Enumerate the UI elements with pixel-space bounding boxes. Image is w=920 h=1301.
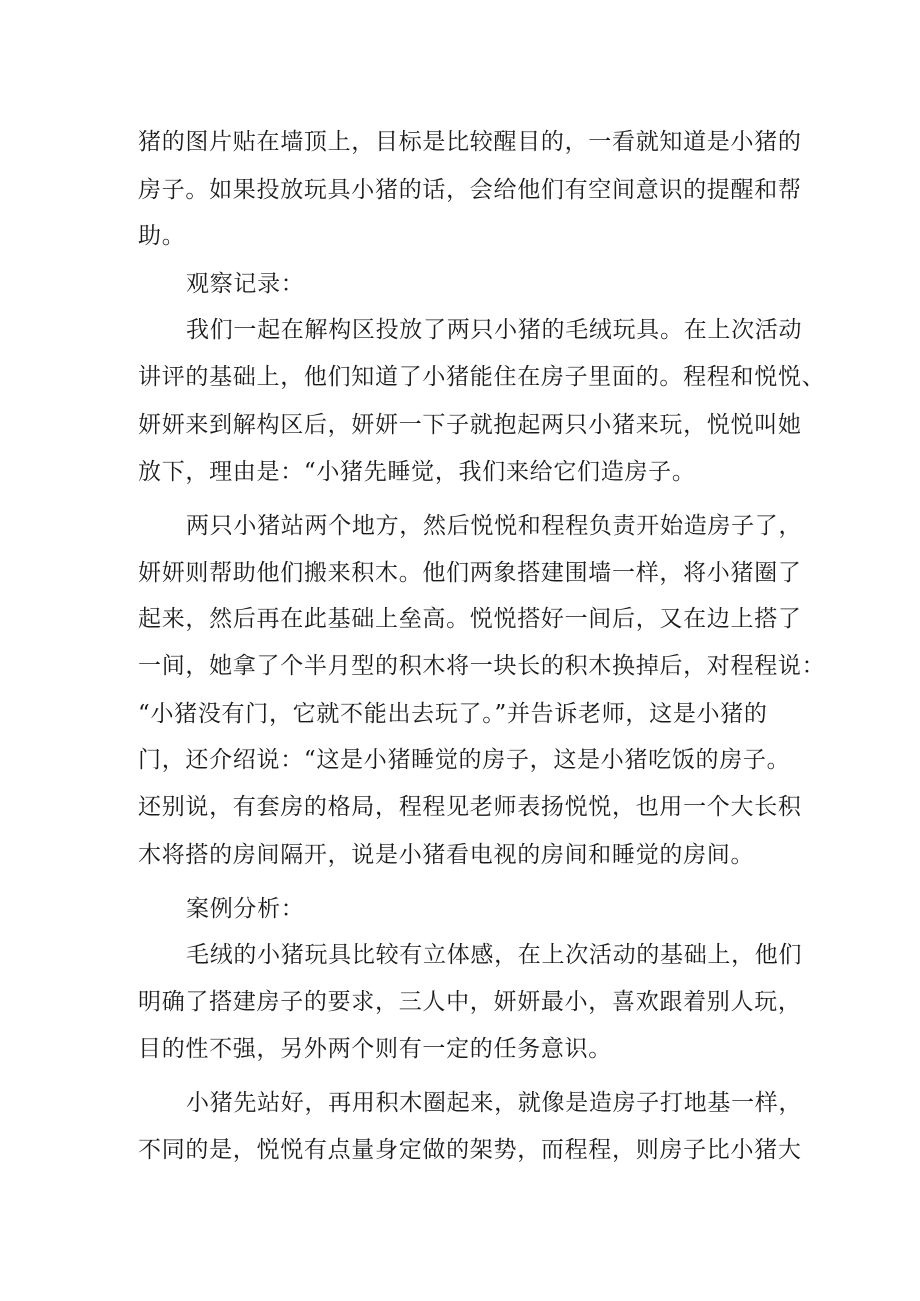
text-line: 小猪先站好，再用积木圈起来，就像是造房子打地基一样， — [186, 1090, 803, 1116]
text-line: 还别说，有套房的格局，程程见老师表扬悦悦，也用一个大长积 — [138, 794, 802, 820]
text-line: 毛绒的小猪玩具比较有立体感，在上次活动的基础上，他们 — [186, 942, 803, 968]
text-line: 助。 — [138, 223, 186, 249]
text-line: 木将搭的房间隔开，说是小猪看电视的房间和睡觉的房间。 — [138, 842, 755, 868]
text-line: 妍妍则帮助他们搬来积木。他们两象搭建围墙一样，将小猪圈了 — [138, 560, 802, 586]
text-line: 房子。如果投放玩具小猪的话，会给他们有空间意识的提醒和帮 — [138, 177, 802, 203]
text-line: 我们一起在解构区投放了两只小猪的毛绒玩具。在上次活动 — [186, 317, 803, 343]
text-line: 妍妍来到解构区后，妍妍一下子就抱起两只小猪来玩，悦悦叫她 — [138, 412, 802, 438]
text-line: 明确了搭建房子的要求，三人中，妍妍最小，喜欢跟着别人玩， — [138, 989, 802, 1015]
section-heading-analysis: 案例分析： — [186, 896, 305, 922]
section-heading-observation: 观察记录： — [186, 271, 305, 297]
text-line: 起来，然后再在此基础上垒高。悦悦搭好一间后，又在边上搭了 — [138, 606, 802, 632]
text-line: “小猪没有门，它就不能出去玩了。”并告诉老师，这是小猪的 — [138, 701, 768, 727]
text-line: 一间，她拿了个半月型的积木将一块长的积木换掉后，对程程说： — [138, 653, 826, 679]
text-line: 讲评的基础上，他们知道了小猪能住在房子里面的。程程和悦悦、 — [138, 364, 826, 390]
text-line: 目的性不强，另外两个则有一定的任务意识。 — [138, 1036, 612, 1062]
text-line: 两只小猪站两个地方，然后悦悦和程程负责开始造房子了， — [186, 513, 803, 539]
text-line: 门，还介绍说：“这是小猪睡觉的房子，这是小猪吃饭的房子。 — [138, 747, 791, 773]
text-line: 猪的图片贴在墙顶上，目标是比较醒目的，一看就知道是小猪的 — [138, 129, 802, 155]
text-line: 不同的是，悦悦有点量身定做的架势，而程程，则房子比小猪大 — [138, 1137, 802, 1163]
text-line: 放下，理由是：“小猪先睡觉，我们来给它们造房子。 — [138, 459, 696, 485]
